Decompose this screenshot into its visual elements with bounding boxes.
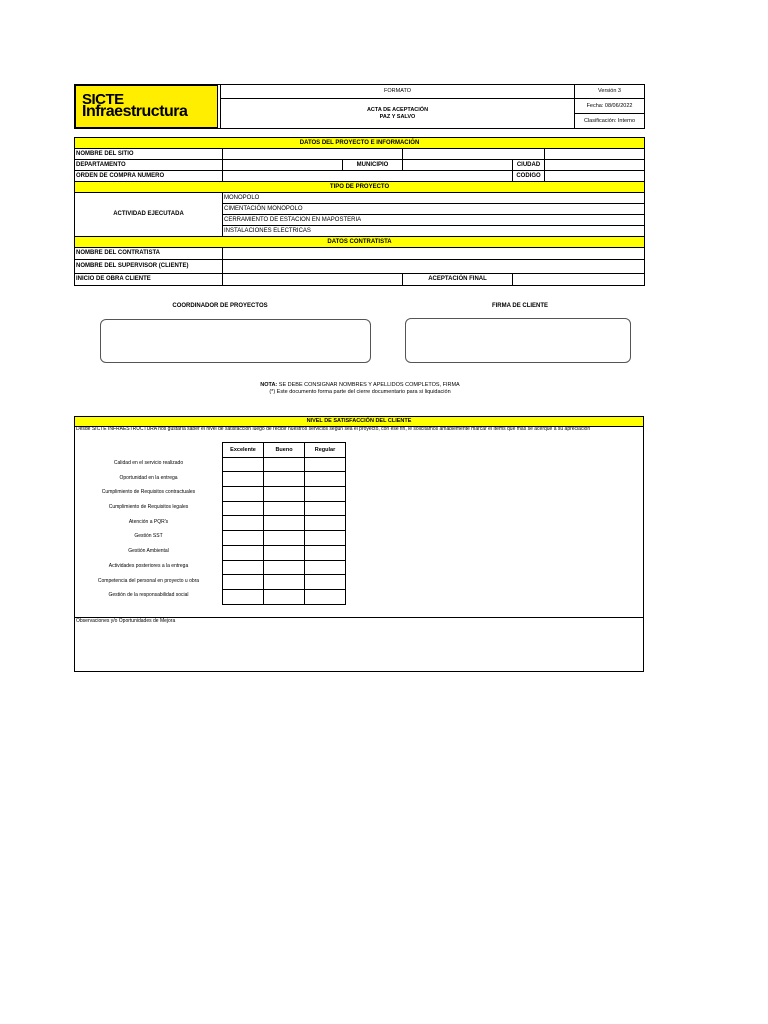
nombre-sitio-label: NOMBRE DEL SITIO (75, 149, 223, 160)
coordinador-label: COORDINADOR DE PROYECTOS (172, 303, 268, 309)
tipo-item[interactable]: CERRAMIENTO DE ESTACION EN MAPOSTERIA (223, 215, 645, 226)
rating-cell[interactable] (264, 457, 305, 472)
rating-cell[interactable] (305, 575, 346, 590)
aceptacion-final-label: ACEPTACIÓN FINAL (403, 274, 513, 286)
criteria-item: Oportunidad en la entrega (119, 474, 178, 481)
rating-cell[interactable] (305, 457, 346, 472)
document-title (221, 99, 575, 129)
rating-cell[interactable] (305, 589, 346, 604)
codigo-label: CODIGO (513, 171, 545, 182)
codigo-field[interactable] (545, 171, 645, 182)
inicio-obra-field[interactable] (223, 274, 403, 286)
tipo-item[interactable]: CIMENTACIÓN MONOPOLO (223, 204, 645, 215)
rating-table (222, 442, 346, 605)
nombre-sitio-field[interactable] (223, 149, 403, 160)
column-bueno: Bueno (264, 443, 305, 458)
rating-cell[interactable] (264, 531, 305, 546)
departamento-label: DEPARTAMENTO (75, 160, 223, 171)
rating-cell[interactable] (264, 487, 305, 502)
rating-cell[interactable] (264, 560, 305, 575)
document-title-line2: PAZ Y SALVO (379, 113, 416, 120)
rating-cell[interactable] (305, 501, 346, 516)
version-label: Versión 3 (575, 85, 645, 99)
observaciones-label: Observaciones y/o Oportunidades de Mejora (76, 618, 176, 624)
fecha-label: Fecha: 08/06/2022 (575, 99, 645, 114)
criteria-list (75, 456, 222, 603)
criteria-item: Gestión SST (134, 533, 163, 540)
ciudad-label: CIUDAD (513, 160, 545, 171)
orden-compra-field[interactable] (223, 171, 513, 182)
actividad-label: ACTIVIDAD EJECUTADA (75, 193, 223, 237)
rating-cell[interactable] (305, 472, 346, 487)
criteria-item: Calidad en el servicio realizado (113, 460, 184, 466)
ciudad-field[interactable] (545, 160, 645, 171)
logo-line1: SICTE (82, 91, 124, 108)
column-regular: Regular (305, 443, 346, 458)
column-excelente: Excelente (223, 443, 264, 458)
nombre-contratista-field[interactable] (223, 248, 645, 260)
nombre-contratista-label: NOMBRE DEL CONTRATISTA (75, 248, 223, 260)
rating-cell[interactable] (223, 487, 264, 502)
rating-cell[interactable] (223, 501, 264, 516)
aceptacion-final-field[interactable] (513, 274, 645, 286)
nombre-supervisor-field[interactable] (223, 260, 645, 274)
rating-cell[interactable] (264, 501, 305, 516)
rating-cell[interactable] (223, 457, 264, 472)
rating-cell[interactable] (223, 472, 264, 487)
rating-cell[interactable] (305, 545, 346, 560)
criteria-item: Competencia del personal en proyecto u obra (97, 577, 200, 584)
formato-label: FORMATO (221, 85, 575, 99)
criteria-item: Cumplimiento de Requisitos legales (108, 504, 189, 511)
coordinador-signature-box[interactable] (100, 319, 371, 363)
nombre-sitio-field-2[interactable] (403, 149, 545, 160)
project-section-title: DATOS DEL PROYECTO E INFORMACIÓN (75, 138, 645, 149)
clasificacion-label: Clasificación: Interno (575, 114, 645, 129)
criteria-item: Cumplimiento de Requisitos contractuales (101, 489, 196, 496)
cliente-signature-box[interactable] (405, 318, 631, 363)
departamento-field[interactable] (223, 160, 343, 171)
municipio-label: MUNICIPIO (343, 160, 403, 171)
criteria-item: Gestión de la responsabilidad social (108, 592, 189, 599)
satisfaction-intro: Desde SICTE INFRAESTRUCTURA nos gustaría saber el nivel de satisfacción luego de recibir nuestros servicios según sea el proyecto, con ese fin, le solicitamos amablemente marcar el ítems que más se acerque a su apreciación (76, 426, 591, 432)
rating-cell[interactable] (223, 531, 264, 546)
rating-cell[interactable] (305, 516, 346, 531)
rating-cell[interactable] (223, 560, 264, 575)
rating-cell[interactable] (223, 516, 264, 531)
project-form-table (74, 137, 645, 286)
nombre-sitio-field-3[interactable] (545, 149, 645, 160)
rating-cell[interactable] (305, 531, 346, 546)
rating-cell[interactable] (264, 589, 305, 604)
document-title-line1: ACTA DE ACEPTACIÓN (366, 107, 429, 114)
municipio-field[interactable] (403, 160, 513, 171)
rating-cell[interactable] (305, 487, 346, 502)
tipo-section-title: TIPO DE PROYECTO (75, 182, 645, 193)
criteria-item: Gestión Ambiental (128, 548, 169, 555)
rating-cell[interactable] (264, 472, 305, 487)
tipo-item[interactable]: MONOPOLO (223, 193, 645, 204)
rating-cell[interactable] (264, 575, 305, 590)
firma-cliente-label: FIRMA DE CLIENTE (491, 303, 549, 309)
inicio-obra-label: INICIO DE OBRA CLIENTE (75, 274, 223, 286)
note-text: SE DEBE CONSIGNAR NOMBRES Y APELLIDOS COMPLETOS, FIRMA (277, 382, 460, 388)
nombre-supervisor-label: NOMBRE DEL SUPERVISOR (CLIENTE) (75, 260, 223, 274)
criteria-item: Actividades posteriores a la entrega (108, 562, 189, 569)
company-logo (75, 85, 218, 128)
satisfaction-section (74, 416, 644, 672)
rating-cell[interactable] (264, 545, 305, 560)
tipo-item[interactable]: INSTALACIONES ELECTRICAS (223, 226, 645, 237)
logo-line2: Infraestructura (82, 103, 188, 120)
rating-cell[interactable] (305, 560, 346, 575)
criteria-item: Atención a PQR's (128, 518, 169, 525)
note-line2: (*) Este documento forma parte del cierre documentario para si liquidación (269, 388, 451, 395)
contratista-section-title: DATOS CONTRATISTA (75, 237, 645, 248)
orden-compra-label: ORDEN DE COMPRA NUMERO (75, 171, 223, 182)
rating-cell[interactable] (264, 516, 305, 531)
note-prefix: NOTA: (260, 382, 278, 388)
note-block (150, 382, 570, 395)
rating-cell[interactable] (223, 545, 264, 560)
rating-cell[interactable] (223, 589, 264, 604)
satisfaction-title: NIVEL DE SATISFACCIÓN DEL CLIENTE (75, 417, 643, 427)
rating-cell[interactable] (223, 575, 264, 590)
